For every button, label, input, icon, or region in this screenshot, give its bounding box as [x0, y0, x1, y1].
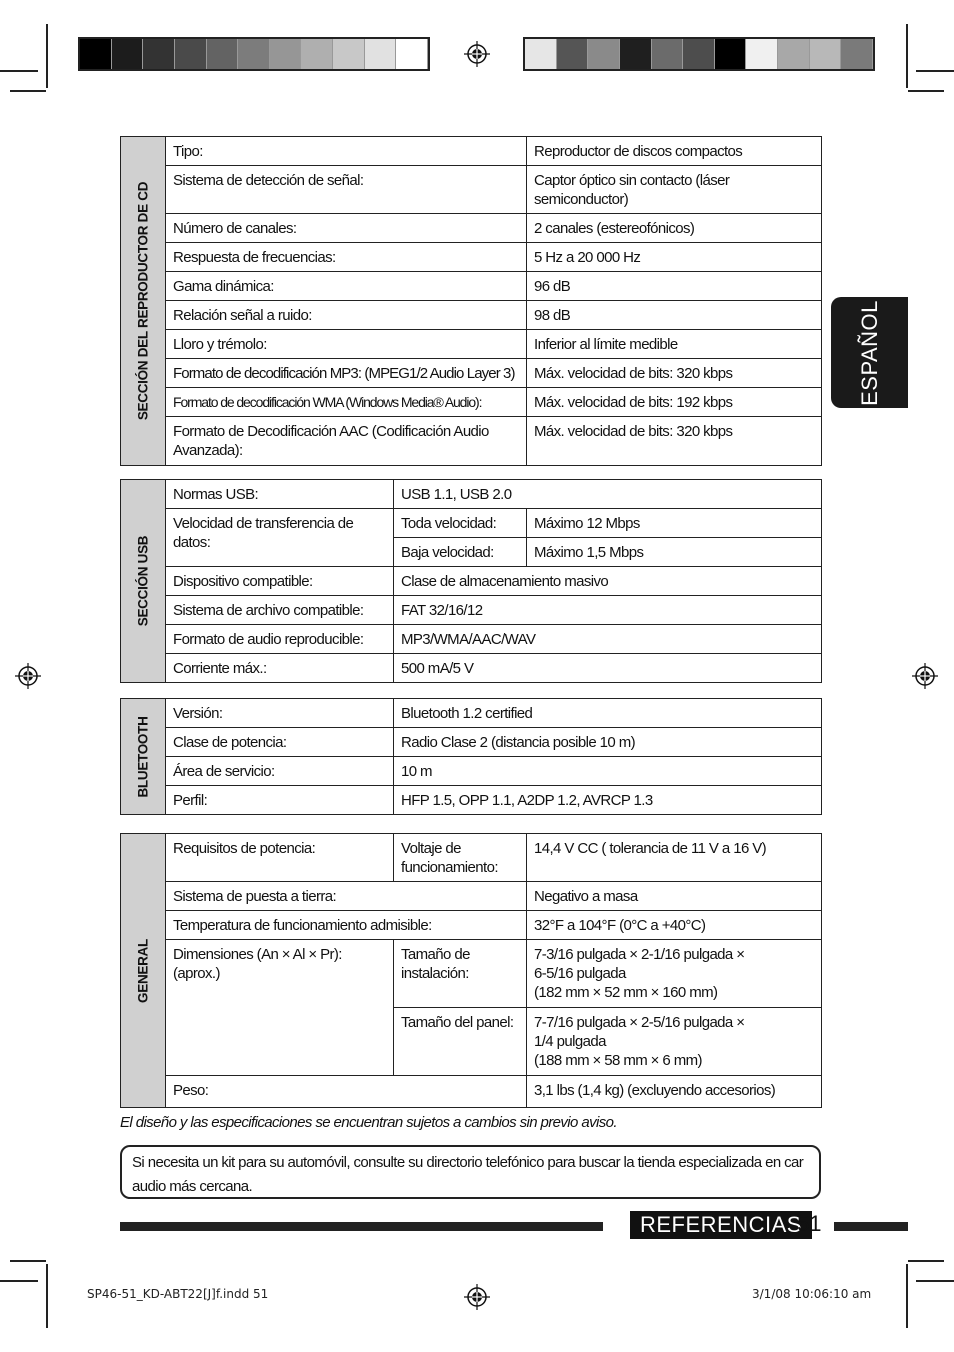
color-swatch — [175, 39, 207, 69]
section-side-label — [121, 480, 166, 683]
spec-label — [166, 940, 394, 1076]
spec-label: Relación señal a ruido: — [166, 301, 527, 330]
color-swatch — [238, 39, 270, 69]
section-side-label — [121, 834, 166, 1108]
table-row — [121, 699, 822, 728]
spec-label: Tipo: — [166, 137, 527, 166]
bluetooth-spec-table — [120, 698, 822, 815]
spec-value: 98 dB — [527, 301, 822, 330]
table-row — [121, 301, 822, 330]
spec-value: MP3/WMA/AAC/WAV — [394, 625, 822, 654]
table-row — [121, 509, 822, 538]
general-section-label: GENERAL — [135, 938, 151, 1003]
spec-value: Radio Clase 2 (distancia posible 10 m) — [394, 728, 822, 757]
section-footer-label: REFERENCIAS — [630, 1211, 812, 1239]
spec-value: 14,4 V CC ( tolerancia de 11 V a 16 V) — [527, 834, 822, 882]
dims-label-line: (aprox.) — [173, 965, 220, 982]
color-swatch — [80, 39, 112, 69]
table-row — [121, 1076, 822, 1108]
section-side-label — [121, 137, 166, 466]
color-swatch — [746, 39, 778, 69]
table-row — [121, 911, 822, 940]
bluetooth-section-label: BLUETOOTH — [135, 715, 151, 798]
spec-label: Formato de audio reproducible: — [166, 625, 394, 654]
spec-label: Clase de potencia: — [166, 728, 394, 757]
spec-value: HFP 1.5, OPP 1.1, A2DP 1.2, AVRCP 1.3 — [394, 786, 822, 815]
spec-sublabel: Baja velocidad: — [394, 538, 527, 567]
spec-label: Temperatura de funcionamiento admisible: — [166, 911, 527, 940]
spec-label: Perfil: — [166, 786, 394, 815]
language-tab-label: ESPAÑOL — [856, 299, 882, 406]
spec-value: FAT 32/16/12 — [394, 596, 822, 625]
spec-label: Normas USB: — [166, 480, 394, 509]
spec-label: Corriente máx.: — [166, 654, 394, 683]
crop-mark — [908, 90, 944, 92]
crop-mark — [10, 90, 46, 92]
spec-label: Respuesta de frecuencias: — [166, 243, 527, 272]
color-swatch — [715, 39, 747, 69]
spec-label: Requisitos de potencia: — [166, 834, 394, 882]
general-spec-table — [120, 833, 822, 1108]
table-row — [121, 625, 822, 654]
color-swatch — [810, 39, 842, 69]
spec-label: Peso: — [166, 1076, 527, 1108]
spec-label: Sistema de detección de señal: — [166, 166, 527, 214]
crop-mark — [906, 1264, 908, 1328]
spec-sublabel: Tamaño de instalación: — [394, 940, 527, 1008]
panel-value-line: 7-7/16 pulgada × 2-5/16 pulgada × — [534, 1014, 745, 1031]
spec-value: 3,1 lbs (1,4 kg) (excluyendo accesorios) — [527, 1076, 822, 1108]
page-number: 51 — [797, 1211, 822, 1236]
cd-spec-table — [120, 136, 822, 466]
table-row — [121, 166, 822, 214]
table-row — [121, 567, 822, 596]
spec-value: 10 m — [394, 757, 822, 786]
color-swatch — [525, 39, 557, 69]
usb-section-label: SECCIÓN USB — [135, 535, 151, 627]
spec-value: 96 dB — [527, 272, 822, 301]
color-swatch — [683, 39, 715, 69]
crop-mark — [46, 1264, 48, 1328]
registration-mark-icon — [464, 41, 490, 67]
spec-value: Máximo 12 Mbps — [527, 509, 822, 538]
color-swatch — [588, 39, 620, 69]
spec-value: USB 1.1, USB 2.0 — [394, 480, 822, 509]
color-swatch — [652, 39, 684, 69]
spec-value: Inferior al límite medible — [527, 330, 822, 359]
spec-label: Lloro y trémolo: — [166, 330, 527, 359]
spec-label: Velocidad de transferencia de datos: — [166, 509, 394, 567]
spec-label: Formato de decodificación WMA (Windows Media® Audio): — [166, 388, 527, 417]
footer-rule — [834, 1222, 908, 1231]
color-swatch — [841, 39, 873, 69]
language-tab — [831, 297, 908, 408]
table-row — [121, 757, 822, 786]
table-row — [121, 330, 822, 359]
spec-value — [527, 940, 822, 1008]
crop-mark — [0, 1280, 38, 1282]
spec-sublabel: Toda velocidad: — [394, 509, 527, 538]
color-swatch — [333, 39, 365, 69]
spec-value: Máx. velocidad de bits: 320 kbps — [527, 359, 822, 388]
table-row — [121, 786, 822, 815]
spec-value: Negativo a masa — [527, 882, 822, 911]
spec-sublabel: Voltaje de funcionamiento: — [394, 834, 527, 882]
install-value-line: 6-5/16 pulgada — [534, 965, 626, 982]
table-row — [121, 654, 822, 683]
spec-value: Bluetooth 1.2 certified — [394, 699, 822, 728]
table-row — [121, 728, 822, 757]
color-swatch — [557, 39, 589, 69]
table-row — [121, 359, 822, 388]
spec-value: Captor óptico sin contacto (láser semiconductor) — [527, 166, 822, 214]
color-swatch — [396, 39, 428, 69]
panel-value-line: (188 mm × 58 mm × 6 mm) — [534, 1052, 702, 1069]
table-row — [121, 834, 822, 882]
spec-label: Dispositivo compatible: — [166, 567, 394, 596]
dims-label-line: Dimensiones (An × Al × Pr): — [173, 946, 342, 963]
registration-mark-icon — [15, 663, 41, 689]
table-row — [121, 137, 822, 166]
cd-spec-body — [121, 137, 822, 466]
table-row — [121, 417, 822, 466]
install-value-line: 7-3/16 pulgada × 2-1/16 pulgada × — [534, 946, 745, 963]
color-swatch — [143, 39, 175, 69]
spec-label: Número de canales: — [166, 214, 527, 243]
crop-mark — [0, 70, 38, 72]
table-row — [121, 243, 822, 272]
table-row — [121, 480, 822, 509]
crop-mark — [10, 1260, 46, 1262]
table-row — [121, 214, 822, 243]
color-swatch — [112, 39, 144, 69]
color-bar-right — [523, 37, 875, 71]
spec-value — [527, 1008, 822, 1076]
table-row — [121, 940, 822, 1008]
spec-label: Formato de Decodificación AAC (Codificación Audio Avanzada): — [166, 417, 527, 466]
panel-value-line: 1/4 pulgada — [534, 1033, 606, 1050]
spec-value: 5 Hz a 20 000 Hz — [527, 243, 822, 272]
spec-value: Máx. velocidad de bits: 320 kbps — [527, 417, 822, 466]
car-kit-note: Si necesita un kit para su automóvil, consulte su directorio telefónico para buscar la tienda especializada en car audio más cercana. — [120, 1145, 821, 1199]
spec-value: Máximo 1,5 Mbps — [527, 538, 822, 567]
spec-sublabel: Tamaño del panel: — [394, 1008, 527, 1076]
spec-value: 32°F a 104°F (0°C a +40°C) — [527, 911, 822, 940]
footer-rule — [120, 1222, 603, 1231]
spec-label: Sistema de puesta a tierra: — [166, 882, 527, 911]
color-bar-left — [78, 37, 430, 71]
spec-value: Clase de almacenamiento masivo — [394, 567, 822, 596]
disclaimer-note: El diseño y las especificaciones se encuentran sujetos a cambios sin previo aviso. — [120, 1114, 617, 1131]
registration-mark-icon — [912, 663, 938, 689]
spec-label: Área de servicio: — [166, 757, 394, 786]
table-row — [121, 388, 822, 417]
crop-mark — [916, 70, 954, 72]
usb-spec-table — [120, 479, 822, 683]
slug-timestamp: 3/1/08 10:06:10 am — [752, 1287, 872, 1301]
spec-value: 2 canales (estereofónicos) — [527, 214, 822, 243]
spec-label: Versión: — [166, 699, 394, 728]
spec-label: Formato de decodificación MP3: (MPEG1/2 Audio Layer 3) — [166, 359, 527, 388]
spec-value: Máx. velocidad de bits: 192 kbps — [527, 388, 822, 417]
spec-label: Sistema de archivo compatible: — [166, 596, 394, 625]
table-row — [121, 272, 822, 301]
section-side-label — [121, 699, 166, 815]
spec-value: 500 mA/5 V — [394, 654, 822, 683]
color-swatch — [207, 39, 239, 69]
color-swatch — [365, 39, 397, 69]
color-swatch — [778, 39, 810, 69]
table-row — [121, 596, 822, 625]
crop-mark — [916, 1280, 954, 1282]
install-value-line: (182 mm × 52 mm × 160 mm) — [534, 984, 718, 1001]
color-swatch — [620, 39, 652, 69]
spec-label: Gama dinámica: — [166, 272, 527, 301]
crop-mark — [46, 24, 48, 88]
slug-file-info: SP46-51_KD-ABT22[J]f.indd 51 — [87, 1287, 269, 1301]
spec-value: Reproductor de discos compactos — [527, 137, 822, 166]
table-row — [121, 882, 822, 911]
crop-mark — [906, 24, 908, 88]
color-swatch — [301, 39, 333, 69]
cd-section-label: SECCIÓN DEL REPRODUCTOR DE CD — [135, 181, 151, 421]
crop-mark — [908, 1260, 944, 1262]
color-swatch — [270, 39, 302, 69]
registration-mark-icon — [464, 1284, 490, 1310]
